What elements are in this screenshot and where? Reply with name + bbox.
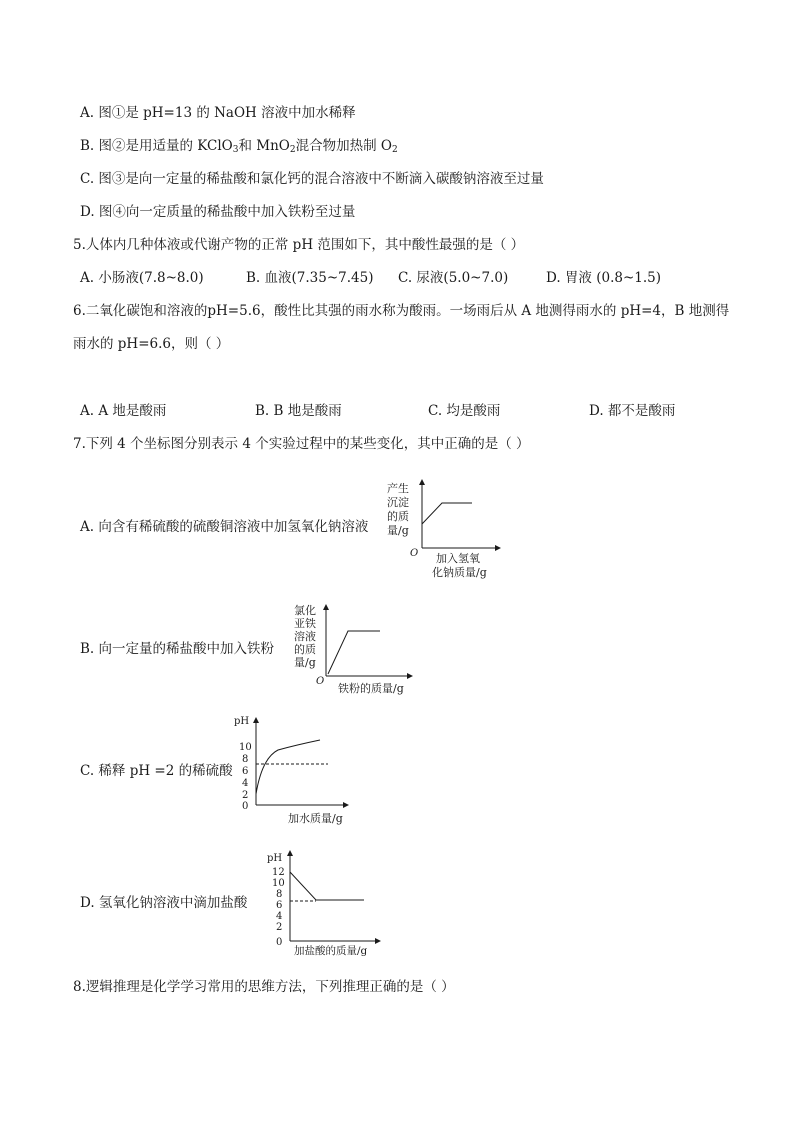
- q7-graph-a: [380, 470, 510, 580]
- q7b-curve: [328, 631, 380, 674]
- q7d-ytick-0: 0: [276, 937, 283, 948]
- q6-stem-line1: 6.二氧化碳饱和溶液的pH=5.6，酸性比其强的雨水称为酸雨。一场雨后从 A 地测得雨水的 pH=4，B 地测得: [73, 303, 730, 319]
- q7a-curve: [422, 503, 472, 524]
- q7b-ylabel-4: 的质: [294, 643, 316, 656]
- q7-option-c-text: C. 稀释 pH =2 的稀硫酸: [80, 763, 233, 779]
- q5-option-c: C. 尿液(5.0~7.0): [398, 270, 509, 286]
- q7b-ylabel-5: 量/g: [294, 656, 316, 669]
- q7-option-b-text: B. 向一定量的稀盐酸中加入铁粉: [80, 641, 275, 657]
- q7b-ylabel-3: 溶液: [294, 630, 316, 643]
- q7a-ylabel-4: 量/g: [387, 524, 409, 537]
- q7c-curve: [256, 740, 320, 794]
- q4-option-c: C. 图③是向一定量的稀盐酸和氯化钙的混合溶液中不断滴入碳酸钠溶液至过量: [80, 171, 544, 187]
- q7b-origin: O: [316, 676, 325, 687]
- q7d-ytick-10: 10: [272, 878, 285, 889]
- q7d-ytick-8: 8: [276, 889, 283, 900]
- q6-stem-line2: 雨水的 pH=6.6，则（ ）: [73, 336, 230, 352]
- q7c-ytick-6: 6: [242, 766, 249, 777]
- q4-option-b-mid: 和 MnO: [238, 138, 290, 154]
- q7d-ytick-4: 4: [276, 911, 283, 922]
- q7-graph-b: [288, 600, 418, 700]
- q5-option-a: A. 小肠液(7.8~8.0): [80, 270, 204, 286]
- q7c-ytick-4: 4: [242, 778, 249, 789]
- q6-option-c: C. 均是酸雨: [428, 403, 501, 419]
- q7a-origin: O: [410, 548, 419, 559]
- q4-option-b-sub2: 2: [289, 145, 296, 155]
- q4-option-b-sub3: 3: [232, 145, 239, 155]
- q7d-curve: [290, 872, 364, 900]
- q6-option-a: A. A 地是酸雨: [80, 403, 167, 419]
- q7c-ylabel: pH: [234, 716, 250, 727]
- q7a-xlabel-1: 加入氢氧: [436, 552, 480, 565]
- q7c-ytick-2: 2: [242, 790, 249, 801]
- q4-option-b-sub2b: 2: [391, 145, 398, 155]
- q7b-xlabel: 铁粉的质量/g: [338, 682, 404, 695]
- q7c-ytick-8: 8: [242, 754, 249, 765]
- q4-option-b-pre: B. 图②是用适量的 KClO: [80, 138, 233, 154]
- q4-option-b-post: 混合物加热制 O: [295, 138, 392, 154]
- q7b-ylabel-1: 氯化: [294, 604, 316, 617]
- q8-stem: 8.逻辑推理是化学学习常用的思维方法，下列推理正确的是（ ）: [73, 979, 455, 995]
- q7a-xlabel-2: 化钠质量/g: [432, 566, 487, 579]
- q7-option-a-text: A. 向含有稀硫酸的硫酸铜溶液中加氢氧化钠溶液: [80, 519, 369, 535]
- q7c-xlabel: 加水质量/g: [288, 812, 343, 825]
- q7-graph-d: [264, 848, 388, 956]
- q5-option-d: D. 胃液 (0.8~1.5): [546, 270, 662, 286]
- q7a-ylabel-1: 产生: [387, 482, 409, 495]
- q7b-ylabel-2: 亚铁: [294, 617, 316, 630]
- q4-option-a: A. 图①是 pH=13 的 NaOH 溶液中加水稀释: [80, 105, 356, 121]
- q5-stem: 5.人体内几种体液或代谢产物的正常 pH 范围如下，其中酸性最强的是（ ）: [73, 237, 525, 253]
- q7-stem: 7.下列 4 个坐标图分别表示 4 个实验过程中的某些变化，其中正确的是（ ）: [73, 436, 530, 452]
- q5-option-b: B. 血液(7.35~7.45): [246, 270, 374, 286]
- q7c-ytick-10: 10: [239, 742, 252, 753]
- q7d-ytick-12: 12: [272, 867, 285, 878]
- q6-option-b: B. B 地是酸雨: [255, 403, 342, 419]
- q4-option-d: D. 图④向一定质量的稀盐酸中加入铁粉至过量: [80, 204, 356, 220]
- q7a-ylabel-3: 的质: [387, 510, 409, 523]
- q6-option-d: D. 都不是酸雨: [589, 403, 676, 419]
- q7d-ylabel: pH: [267, 853, 283, 864]
- q7d-ytick-2: 2: [276, 922, 283, 933]
- q7d-xlabel: 加盐酸的质量/g: [294, 945, 368, 956]
- q7a-ylabel-2: 沉淀: [387, 496, 409, 509]
- q7c-ytick-0: 0: [242, 801, 249, 812]
- q7-option-d-text: D. 氢氧化钠溶液中滴加盐酸: [80, 895, 248, 911]
- q4-option-b: [80, 140, 398, 154]
- q7-graph-c: [228, 712, 358, 830]
- q7d-ytick-6: 6: [276, 900, 283, 911]
